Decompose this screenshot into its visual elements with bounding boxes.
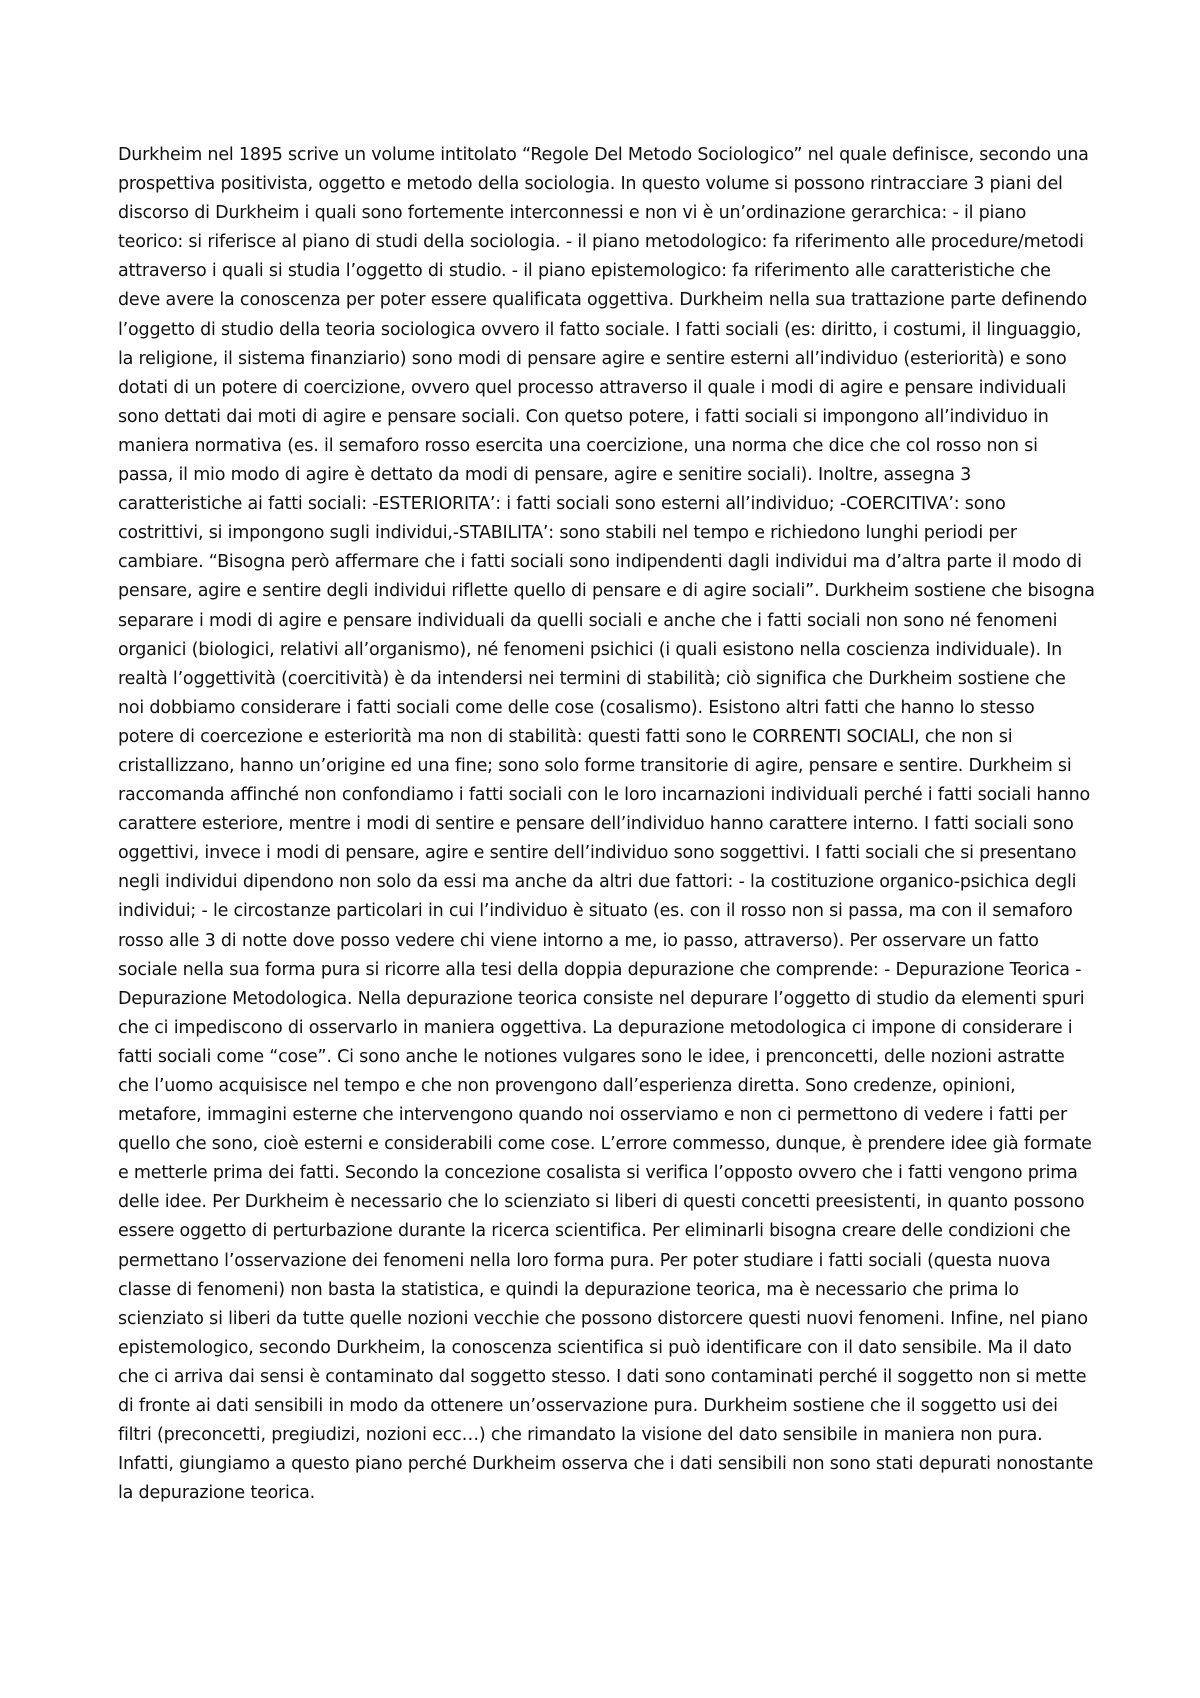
body-paragraph: Durkheim nel 1895 scrive un volume intitolato “Regole Del Metodo Sociologico” nel quale definisce, secondo una prospettiva positivista, oggetto e metodo della sociologia. In questo volume si possono rintracciare 3 piani del discorso di Durkheim i quali sono fortemente interconnessi e non vi è un’ordinazione gerarchica: - il piano teorico: si riferisce al piano di studi della sociologia. - il piano metodologico: fa riferimento alle procedure/metodi attraverso i quali si studia l’oggetto di studio. - il piano epistemologico: fa riferimento alle caratteristiche che deve avere la conoscenza per poter essere qualificata oggettiva. Durkheim nella sua trattazione parte definendo l’oggetto di studio della teoria sociologica ovvero il fatto sociale. I fatti sociali (es: diritto, i costumi, il linguaggio, la religione, il sistema finanziario) sono modi di pensare agire e sentire esterni all’individuo (esteriorità) e sono dotati di un potere di coercizione, ovvero quel processo attraverso il quale i modi di agire e pensare individuali sono dettati dai moti di agire e pensare sociali. Con quetso potere, i fatti sociali si impongono all’individuo in maniera normativa (es. il semaforo rosso esercita una coercizione, una norma che dice che col rosso non si passa, il mio modo di agire è dettato da modi di pensare, agire e senitire sociali). Inoltre, assegna 3 caratteristiche ai fatti sociali: -ESTERIORITA’: i fatti sociali sono esterni all’individuo; -COERCITIVA’: sono costrittivi, si impongono sugli individui,-STABILITA’: sono stabili nel tempo e richiedono lunghi periodi per cambiare. “Bisogna però affermare che i fatti sociali sono indipendenti dagli individui ma d’altra parte il modo di pensare, agire e sentire degli individui riflette quello di pensare e di agire sociali”. Durkheim sostiene che bisogna separare i modi di agire e pensare individuali da quelli sociali e anche che i fatti sociali non sono né fenomeni organici (biologici, relativi all’organismo), né fenomeni psichici (i quali esistono nella coscienza individuale). In realtà l’oggettività (coercitività) è da intendersi nei termini di stabilità; ciò significa che Durkheim sostiene che noi dobbiamo considerare i fatti sociali come delle cose (cosalismo). Esistono altri fatti che hanno lo stesso potere di coercezione e esteriorità ma non di stabilità: questi fatti sono le CORRENTI SOCIALI, che non si cristallizzano, hanno un’origine ed una fine; sono solo forme transitorie di agire, pensare e sentire. Durkheim si raccomanda affinché non confondiamo i fatti sociali con le loro incarnazioni individuali perché i fatti sociali hanno carattere esteriore, mentre i modi di sentire e pensare dell’individuo hanno carattere interno. I fatti sociali sono oggettivi, invece i modi di pensare, agire e sentire dell’individuo sono soggettivi. I fatti sociali che si presentano negli individui dipendono non solo da essi ma anche da altri due fattori: - la costituzione organico-psichica degli individui; - le circostanze particolari in cui l’individuo è situato (es. con il rosso non si passa, ma con il semaforo rosso alle 3 di notte dove posso vedere chi viene intorno a me, io passo, attraverso). Per osservare un fatto sociale nella sua forma pura si ricorre alla tesi della doppia depurazione che comprende: - Depurazione Teorica - Depurazione Metodologica. Nella depurazione teorica consiste nel depurare l’oggetto di studio da elementi spuri che ci impediscono di osservarlo in maniera oggettiva. La depurazione metodologica ci impone di considerare i fatti sociali come “cose”. Ci sono anche le notiones vulgares sono le idee, i prenconcetti, delle nozioni astratte che l’uomo acquisisce nel tempo e che non provengono dall’esperienza diretta. Sono credenze, opinioni, metafore, immagini esterne che intervengono quando noi osserviamo e non ci permettono di vedere i fatti per quello che sono, cioè esterni e considerabili come cose. L’errore commesso, dunque, è prendere idee già formate e metterle prima dei fatti. Secondo la concezione cosalista si verifica l’opposto ovvero che i fatti vengono prima delle idee. Per Durkheim è necessario che lo scienziato si liberi di questi concetti preesistenti, in quanto possono essere oggetto di perturbazione durante la ricerca scientifica. Per eliminarli bisogna creare delle condizioni che permettano l’osservazione dei fenomeni nella loro forma pura. Per poter studiare i fatti sociali (questa nuova classe di fenomeni) non basta la statistica, e quindi la depurazione teorica, ma è necessario che prima lo scienziato si liberi da tutte quelle nozioni vecchie che possono distorcere questi nuovi fenomeni. Infine, nel piano epistemologico, secondo Durkheim, la conoscenza scientifica si può identificare con il dato sensibile. Ma il dato che ci arriva dai sensi è contaminato dal soggetto stesso. I dati sono contaminati perché il soggetto non si mette di fronte ai dati sensibili in modo da ottenere un’osservazione pura. Durkheim sostiene che il soggetto usi dei filtri (preconcetti, pregiudizi, nozioni ecc…) che rimandato la visione del dato sensibile in maniera non pura. Infatti, giungiamo a questo piano perché Durkheim osserva che i dati sensibili non sono stati depurati nonostante la depurazione teorica.	[118, 145, 1095, 1504]
